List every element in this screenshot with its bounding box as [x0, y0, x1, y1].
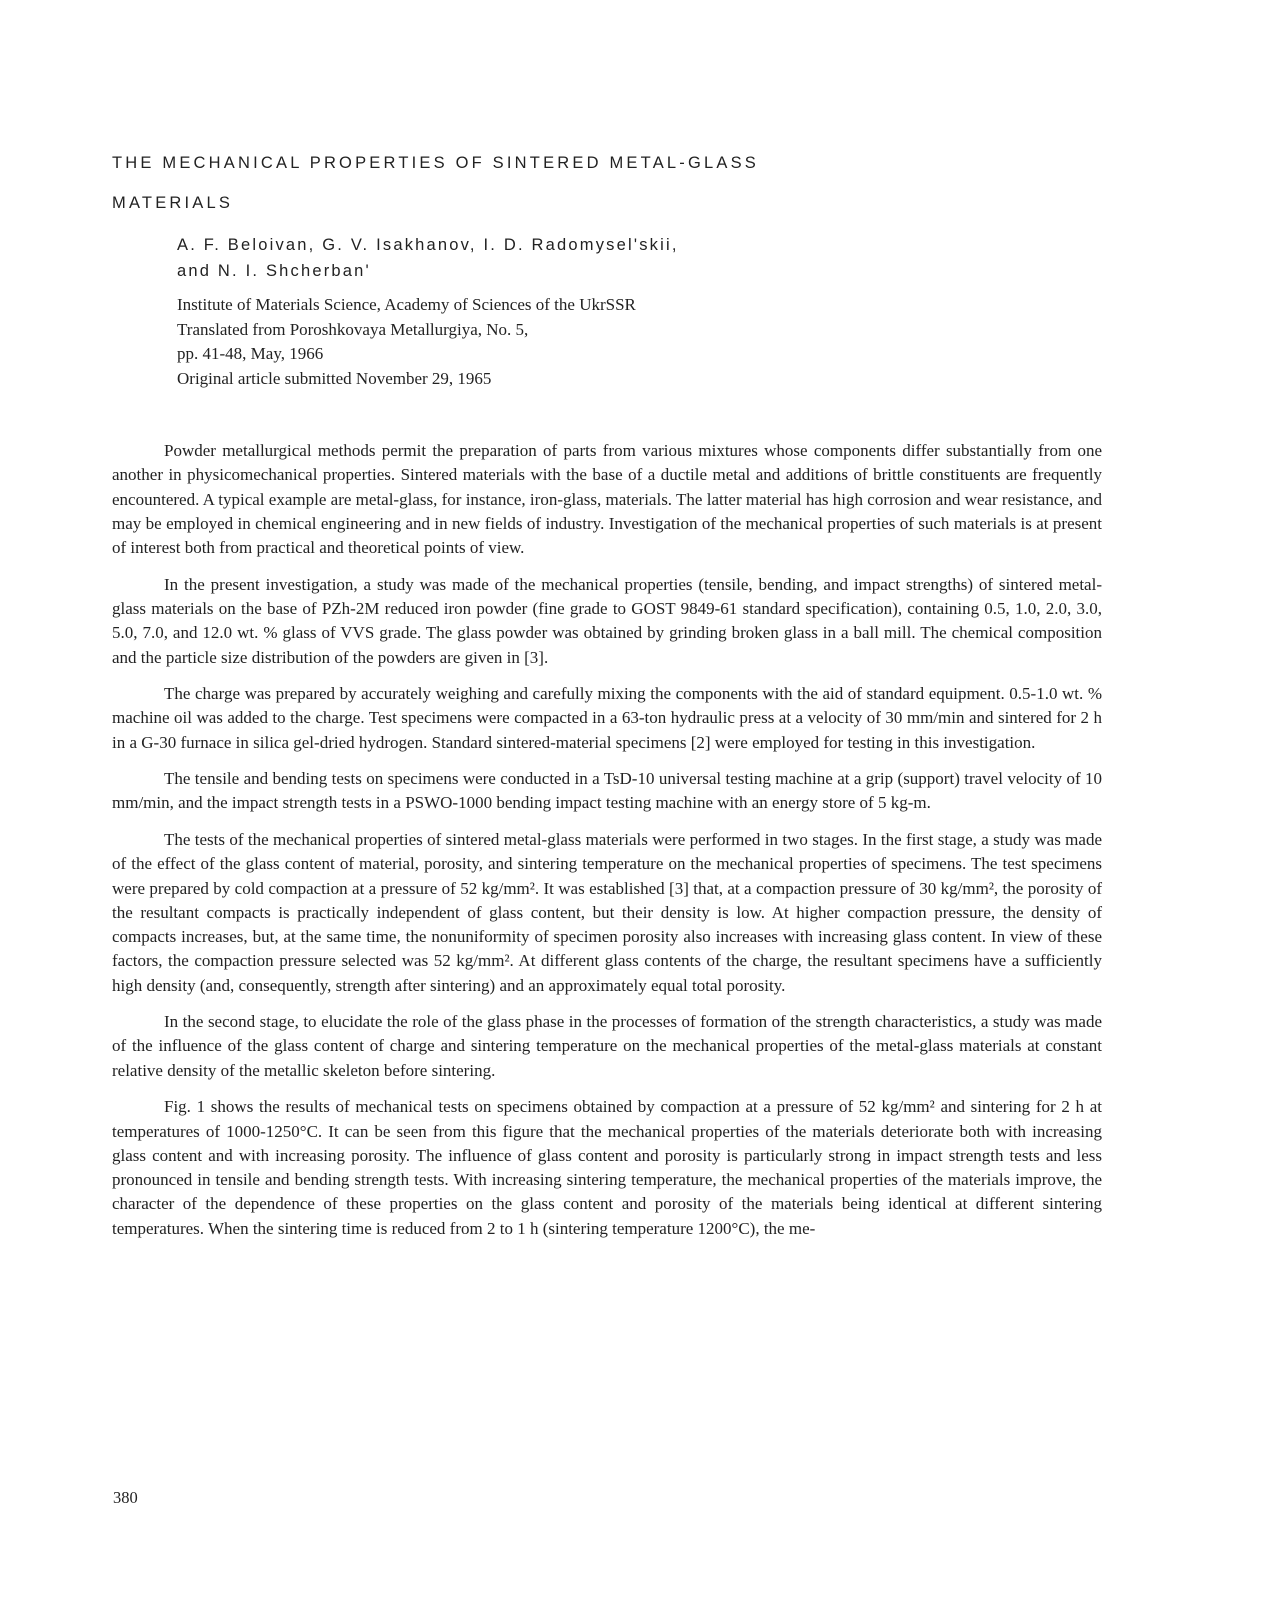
translation-source: Translated from Poroshkovaya Metallurgiya, No. 5, [177, 319, 529, 339]
author-list [177, 232, 1077, 284]
article-body [112, 439, 1102, 1253]
body-paragraph: The tensile and bending tests on specimens were conducted in a TsD-10 universal testing machine at a grip (support) travel velocity of 10 mm/min, and the impact strength tests in a PSWO-1000 bending impact testing machine with an energy store of 5 kg-m. [112, 769, 1102, 813]
body-paragraph: The charge was prepared by accurately weighing and carefully mixing the components with the aid of standard equipment. 0.5-1.0 wt. % machine oil was added to the charge. Test specimens were compacted in a 63-ton hydraulic press at a velocity of 30 mm/min and sintered for 2 h in a G-30 furnace in silica gel-dried hydrogen. Standard sintered-material specimens [2] were employed for testing in this investigation. [112, 684, 1102, 752]
body-paragraph: Fig. 1 shows the results of mechanical tests on specimens obtained by compaction at a pressure of 52 kg/mm² and sintering for 2 h at temperatures of 1000-1250°C. It can be seen from this figure that the mechanical properties of the materials deteriorate both with increasing glass content and with increasing porosity. The influence of glass content and porosity is particularly strong in impact strength tests and less pronounced in tensile and bending strength tests. With increasing sintering temperature, the mechanical properties of the materials improve, the character of the dependence of these properties on the glass content and porosity of the materials being identical at different sintering temperatures. When the sintering time is reduced from 2 to 1 h (sintering temperature 1200°C), the me- [112, 1097, 1102, 1238]
body-paragraph: In the present investigation, a study was made of the mechanical properties (tensile, bending, and impact strengths) of sintered metal-glass materials on the base of PZh-2M reduced iron powder (fine grade to GOST 9849-61 standard specification), containing 0.5, 1.0, 2.0, 3.0, 5.0, 7.0, and 12.0 wt. % glass of VVS grade. The glass powder was obtained by grinding broken glass in a ball mill. The chemical composition and the particle size distribution of the powders are given in [3]. [112, 574, 1102, 667]
affiliation-block [177, 293, 1077, 391]
authors-line-1: A. F. Beloivan, G. V. Isakhanov, I. D. Radomysel'skii, [177, 236, 679, 254]
affiliation-line: Institute of Materials Science, Academy of Sciences of the UkrSSR [177, 295, 636, 314]
page-range-date: pp. 41-48, May, 1966 [177, 344, 324, 363]
authors-line-2: and N. I. Shcherban' [177, 262, 371, 280]
title-line-2: MATERIALS [112, 194, 234, 212]
title-line-1: THE MECHANICAL PROPERTIES OF SINTERED METAL-GLASS [112, 154, 759, 172]
submission-date: Original article submitted November 29, 1965 [177, 368, 492, 388]
page-number: 380 [113, 1488, 138, 1507]
body-paragraph: In the second stage, to elucidate the role of the glass phase in the processes of formation of the strength characteristics, a study was made of the influence of the glass content of charge and sintering temperature on the mechanical properties of the metal-glass materials at constant relative density of the metallic skeleton before sintering. [112, 1012, 1102, 1080]
body-paragraph: Powder metallurgical methods permit the preparation of parts from various mixtures whose components differ substantially from one another in physicomechanical properties. Sintered materials with the base of a ductile metal and additions of brittle constituents are frequently encountered. A typical example are metal-glass, for instance, iron-glass, materials. The latter material has high corrosion and wear resistance, and may be employed in chemical engineering and in new fields of industry. Investigation of the mechanical properties of such materials is at present of interest both from practical and theoretical points of view. [112, 441, 1102, 558]
article-title [112, 143, 1112, 223]
body-paragraph: The tests of the mechanical properties of sintered metal-glass materials were performed in two stages. In the first stage, a study was made of the effect of the glass content of material, porosity, and sintering temperature on the mechanical properties of specimens. The test specimens were prepared by cold compaction at a pressure of 52 kg/mm². It was established [3] that, at a compaction pressure of 30 kg/mm², the porosity of the resultant compacts is practically independent of glass content, but their density is low. At higher compaction pressure, the density of compacts increases, but, at the same time, the nonuniformity of specimen porosity also increases with increasing glass content. In view of these factors, the compaction pressure selected was 52 kg/mm². At different glass contents of the charge, the resultant specimens have a sufficiently high density (and, consequently, strength after sintering) and an approximately equal total porosity. [112, 829, 1102, 995]
